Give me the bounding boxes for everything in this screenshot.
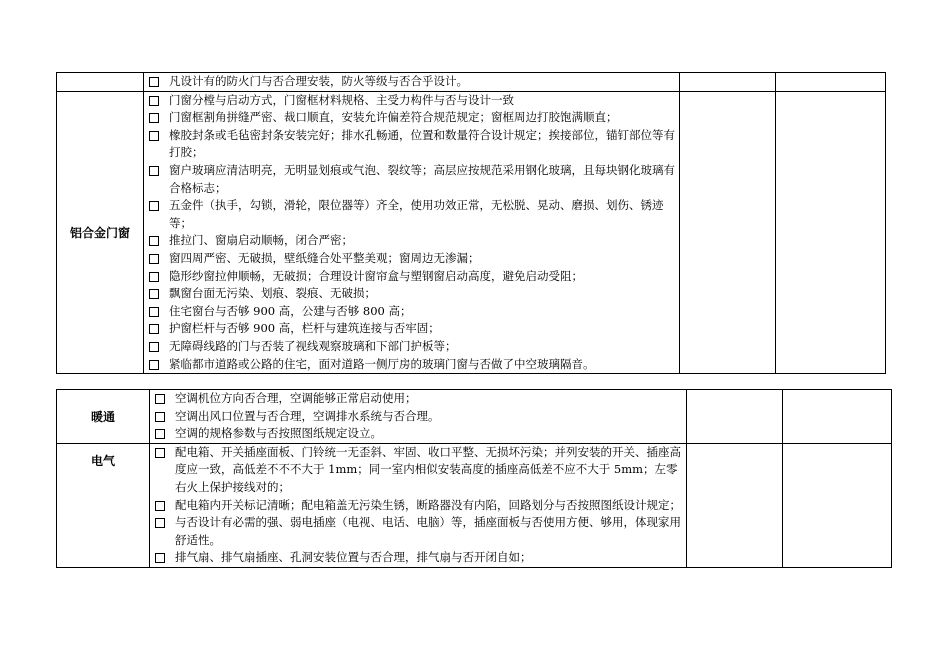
checkbox-icon[interactable] bbox=[149, 307, 159, 317]
category-cell bbox=[57, 73, 144, 92]
checklist-item bbox=[150, 444, 686, 497]
checklist-item bbox=[144, 162, 679, 197]
item-text: 无障碍线路的门与否装了视线观察玻璃和下部门护板等； bbox=[169, 338, 457, 353]
checklist-item bbox=[150, 514, 686, 549]
checkbox-icon[interactable] bbox=[149, 77, 159, 87]
item-text: 门窗框割角拼缝严密、裁口顺直，安装允许偏差符合规范规定；窗框周边打胶饱满顺直； bbox=[169, 110, 618, 125]
items-cell bbox=[150, 390, 687, 444]
checkbox-icon[interactable] bbox=[149, 113, 159, 123]
item-text: 空调出风口位置与否合理，空调排水系统与否合理。 bbox=[175, 408, 440, 423]
item-text: 与否设计有必需的强、弱电插座（电视、电话、电脑）等，插座面板与否使用方便、够用，体现家用舒适性。 bbox=[175, 515, 681, 547]
remark-cell[interactable] bbox=[776, 73, 886, 92]
items-cell bbox=[144, 91, 680, 374]
checklist-item bbox=[150, 408, 686, 426]
checklist-item bbox=[150, 425, 686, 443]
item-text: 推拉门、窗扇启动顺畅，闭合严密； bbox=[169, 233, 353, 248]
checkbox-icon[interactable] bbox=[149, 236, 159, 246]
section-row-electrical bbox=[57, 443, 892, 567]
checkbox-icon[interactable] bbox=[149, 96, 159, 106]
checkbox-icon[interactable] bbox=[155, 448, 165, 458]
checklist-item bbox=[144, 232, 679, 250]
check-result-cell[interactable] bbox=[680, 91, 776, 374]
checklist-table-upper bbox=[56, 72, 886, 374]
item-text: 窗四周严密、无破损，壁纸缝合处平整美观；窗周边无渗漏； bbox=[169, 250, 480, 265]
item-text: 住宅窗台与否够 900 高，公建与否够 800 高； bbox=[169, 303, 412, 318]
checkbox-icon[interactable] bbox=[149, 360, 159, 370]
checkbox-icon[interactable] bbox=[155, 394, 165, 404]
checklist-item bbox=[150, 497, 686, 515]
checkbox-icon[interactable] bbox=[149, 324, 159, 334]
checkbox-icon[interactable] bbox=[155, 553, 165, 563]
checklist-item bbox=[144, 92, 679, 110]
category-cell: 暖通 bbox=[57, 390, 150, 444]
section-row-fire-door bbox=[57, 73, 886, 92]
item-text: 五金件（执手，勾锁，滑轮，限位器等）齐全，使用功效正常，无松脱、晃动、磨损、划伤、锈迹等； bbox=[169, 198, 664, 230]
check-result-cell[interactable] bbox=[680, 73, 776, 92]
item-text: 配电箱、开关插座面板、门铃统一无歪斜、牢固、收口平整、无损坏污染；并列安装的开关、插座高度应一致，高低差不不不大于 1mm；同一室内相似安装高度的插座高低差不应不大于 5mm；左零右火上保护接线对的； bbox=[175, 444, 681, 494]
item-text: 飘窗台面无污染、划痕、裂痕、无破损； bbox=[169, 286, 376, 301]
category-cell: 电气 bbox=[57, 443, 150, 567]
checklist-item bbox=[144, 73, 679, 91]
remark-cell[interactable] bbox=[776, 91, 886, 374]
checkbox-icon[interactable] bbox=[149, 201, 159, 211]
checkbox-icon[interactable] bbox=[149, 254, 159, 264]
checklist-item bbox=[144, 268, 679, 286]
checklist-item bbox=[144, 303, 679, 321]
checkbox-icon[interactable] bbox=[155, 412, 165, 422]
item-text: 凡设计有的防火门与否合理安装，防火等级与否合乎设计。 bbox=[169, 74, 468, 88]
checklist-item bbox=[150, 390, 686, 408]
item-text: 护窗栏杆与否够 900 高，栏杆与建筑连接与否牢固； bbox=[169, 321, 440, 336]
checklist-item bbox=[144, 285, 679, 303]
checkbox-icon[interactable] bbox=[155, 518, 165, 528]
check-result-cell[interactable] bbox=[687, 390, 783, 444]
item-text: 橡胶封条或毛毡密封条安装完好；排水孔畅通，位置和数量符合设计规定；挨接部位，锚钉部位等有打胶； bbox=[169, 127, 675, 160]
checklist-item bbox=[144, 127, 679, 162]
section-row-hvac bbox=[57, 390, 892, 444]
checklist-item bbox=[144, 338, 679, 356]
category-cell: 铝合金门窗 bbox=[57, 91, 144, 374]
section-row-aluminum-window bbox=[57, 91, 886, 374]
item-text: 隐形纱窗拉伸顺畅，无破损；合理设计窗帘盒与塑钢窗启动高度，避免启动受阻； bbox=[169, 268, 583, 283]
checklist-table-lower bbox=[56, 389, 892, 568]
items-cell bbox=[150, 443, 687, 567]
checklist-item bbox=[150, 549, 686, 567]
items-cell bbox=[144, 73, 680, 92]
checklist-item bbox=[144, 197, 679, 232]
item-text: 排气扇、排气扇插座、孔洞安装位置与否合理，排气扇与否开闭自如； bbox=[175, 550, 532, 565]
checkbox-icon[interactable] bbox=[149, 289, 159, 299]
checkbox-icon[interactable] bbox=[149, 166, 159, 176]
item-text: 配电箱内开关标记清晰；配电箱盖无污染生锈，断路器没有内陷，回路划分与否按照图纸设计规定； bbox=[175, 497, 681, 512]
item-text: 门窗分樘与启动方式，门窗框材料规格、主受力构件与否与设计一致 bbox=[169, 92, 514, 107]
checkbox-icon[interactable] bbox=[155, 501, 165, 511]
check-result-cell[interactable] bbox=[687, 443, 783, 567]
checklist-item bbox=[144, 109, 679, 127]
checklist-item bbox=[144, 356, 679, 374]
item-text: 空调机位方向否合理，空调能够正常启动使用； bbox=[175, 391, 417, 405]
checkbox-icon[interactable] bbox=[149, 131, 159, 141]
checkbox-icon[interactable] bbox=[155, 429, 165, 439]
item-text: 空调的规格参数与否按照图纸规定设立。 bbox=[175, 426, 382, 441]
remark-cell[interactable] bbox=[783, 443, 892, 567]
remark-cell[interactable] bbox=[783, 390, 892, 444]
checklist-item bbox=[144, 250, 679, 268]
checklist-item bbox=[144, 320, 679, 338]
checkbox-icon[interactable] bbox=[149, 272, 159, 282]
item-text: 窗户玻璃应清洁明亮，无明显划痕或气泡、裂纹等；高层应按规范采用钢化玻璃，且每块钢化玻璃有合格标志； bbox=[169, 162, 675, 195]
checkbox-icon[interactable] bbox=[149, 342, 159, 352]
item-text: 紧临都市道路或公路的住宅，面对道路一侧厅房的玻璃门窗与否做了中空玻璃隔音。 bbox=[169, 356, 595, 371]
